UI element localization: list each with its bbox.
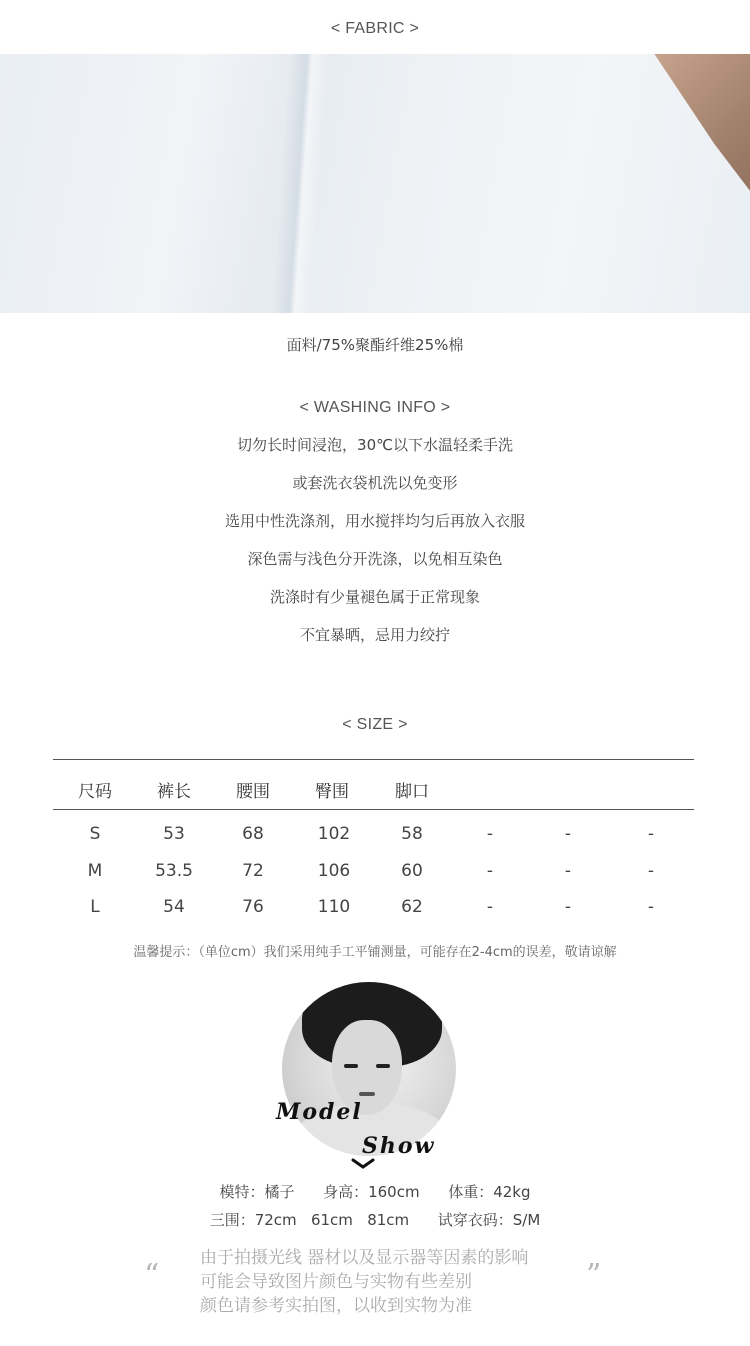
- disclaimer-line: 由于拍摄光线 器材以及显示器等因素的影响: [200, 1248, 529, 1268]
- table-cell: 60: [401, 861, 423, 881]
- show-script-label: Show: [362, 1133, 436, 1159]
- table-cell: -: [647, 824, 655, 844]
- disclaimer-line: 颜色请参考实拍图，以收到实物为准: [200, 1296, 472, 1316]
- table-cell: M: [87, 861, 103, 881]
- open-quote-icon: “: [144, 1258, 160, 1293]
- table-cell: -: [486, 861, 494, 881]
- table-header-waist: 腰围: [236, 782, 270, 802]
- table-cell: 72: [242, 861, 264, 881]
- table-header-size: 尺码: [78, 782, 112, 802]
- model-arm: [640, 54, 750, 204]
- washing-line: 不宜暴晒，忌用力绞拧: [299, 626, 450, 644]
- table-cell: 53.5: [155, 861, 193, 881]
- table-cell: -: [486, 897, 494, 917]
- table-header-rule: [53, 809, 694, 810]
- table-cell: 102: [317, 824, 351, 844]
- washing-line: 选用中性洗涤剂，用水搅拌均匀后再放入衣服: [224, 512, 525, 530]
- table-cell: L: [90, 897, 100, 917]
- washing-line: 切勿长时间浸泡，30℃以下水温轻柔手洗: [237, 436, 513, 454]
- washing-line: 洗涤时有少量褪色属于正常现象: [269, 588, 480, 606]
- model-photo: [282, 982, 456, 1156]
- table-top-rule: [53, 759, 694, 760]
- table-cell: -: [564, 824, 572, 844]
- table-header-length: 裤长: [157, 782, 191, 802]
- table-cell: -: [647, 897, 655, 917]
- washing-line: 或套洗衣袋机洗以免变形: [292, 474, 458, 492]
- table-cell: 53: [163, 824, 185, 844]
- model-lips: [359, 1092, 375, 1096]
- table-cell: 58: [401, 824, 423, 844]
- model-info-line: 模特：橘子 身高：160cm 体重：42kg: [219, 1183, 531, 1201]
- washing-section-title: < WASHING INFO >: [299, 399, 451, 416]
- table-cell: -: [647, 861, 655, 881]
- table-cell: S: [89, 824, 101, 844]
- table-cell: 68: [242, 824, 264, 844]
- table-cell: 76: [242, 897, 264, 917]
- washing-line: 深色需与浅色分开洗涤，以免相互染色: [247, 550, 503, 568]
- model-eye: [344, 1064, 358, 1068]
- table-cell: 54: [163, 897, 185, 917]
- size-note: 温馨提示：（单位cm）我们采用纯手工平铺测量，可能存在2-4cm的误差，敬请谅解: [133, 945, 617, 960]
- table-cell: 106: [317, 861, 351, 881]
- close-quote-icon: ”: [586, 1258, 602, 1293]
- model-measurements-line: 三围：72cm 61cm 81cm 试穿衣码：S/M: [209, 1211, 541, 1229]
- fabric-section-title: < FABRIC >: [330, 20, 420, 37]
- table-cell: -: [486, 824, 494, 844]
- model-script-label: Model: [276, 1099, 363, 1125]
- table-cell: -: [564, 861, 572, 881]
- disclaimer-line: 可能会导致图片颜色与实物有些差别: [200, 1272, 472, 1292]
- table-cell: 110: [317, 897, 351, 917]
- fabric-composition: 面料/75%聚酯纤维25%棉: [286, 336, 464, 354]
- table-cell: -: [564, 897, 572, 917]
- fabric-fold: [271, 54, 329, 313]
- table-cell: 62: [401, 897, 423, 917]
- model-eye: [376, 1064, 390, 1068]
- table-header-hip: 臀围: [315, 782, 349, 802]
- fabric-photo: [0, 54, 750, 313]
- table-header-hem: 脚口: [395, 782, 429, 802]
- chevron-down-icon: [351, 1158, 375, 1170]
- size-section-title: < SIZE >: [342, 716, 408, 733]
